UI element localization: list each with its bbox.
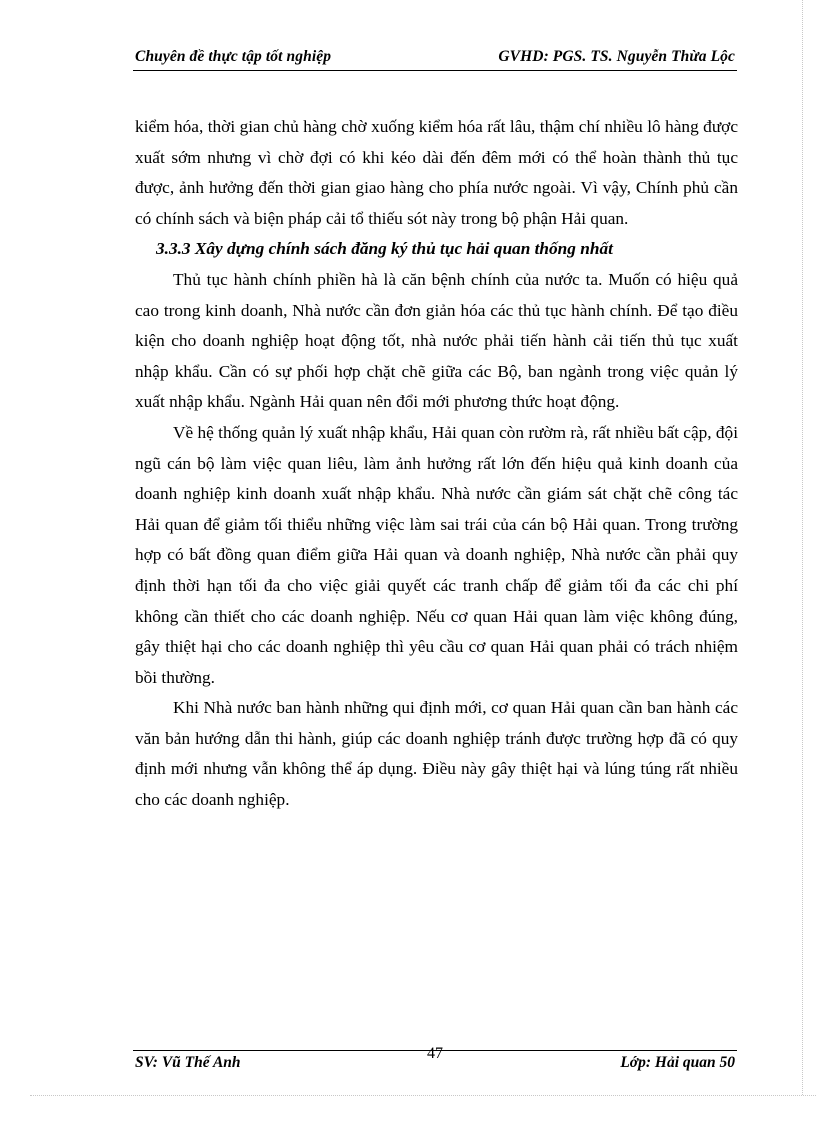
paragraph-2: Thủ tục hành chính phiền hà là căn bệnh chính của nước ta. Muốn có hiệu quả cao trong kinh doanh, Nhà nước cần đơn giản hóa các thủ tục hành chính. Để tạo điều kiện cho doanh nghiệp hoạt động tốt, nhà nước phải tiến hành cải tiến thủ tục xuất nhập khẩu. Cần có sự phối hợp chặt chẽ giữa các Bộ, ban ngành trong việc quản lý xuất nhập khẩu. Ngành Hải quan nên đổi mới phương thức hoạt động.: [135, 269, 738, 412]
page-number: 47: [427, 1045, 443, 1062]
page-edge-bottom-divider: [30, 1095, 816, 1096]
page-header: [133, 44, 737, 71]
footer-class: Lớp: Hải quan 50: [620, 1054, 735, 1071]
page-footer: [133, 1045, 737, 1079]
paragraph-3: Về hệ thống quản lý xuất nhập khẩu, Hải quan còn rườm rà, rất nhiều bất cập, đội ngũ cán bộ làm việc quan liêu, làm ảnh hưởng rất lớn đến hiệu quả kinh doanh của doanh nghiệp kinh doanh xuất nhập khẩu. Nhà nước cần giám sát chặt chẽ công tác Hải quan để giảm tối thiểu những việc làm sai trái của cán bộ Hải quan. Trong trường hợp có bất đồng quan điểm giữa Hải quan và doanh nghiệp, Nhà nước cần phải quy định thời hạn tối đa cho việc giải quyết các tranh chấp để giảm tối đa các chi phí không cần thiết cho các doanh nghiệp. Nếu cơ quan Hải quan làm việc không đúng, gây thiệt hại cho các doanh nghiệp thì yêu cầu cơ quan Hải quan phải có trách nhiệm bồi thường.: [135, 422, 738, 687]
header-document-title: Chuyên đề thực tập tốt nghiệp: [135, 48, 332, 65]
footer-student-name: SV: Vũ Thế Anh: [135, 1054, 241, 1071]
page-edge-right-divider: [802, 0, 803, 1095]
header-supervisor: GVHD: PGS. TS. Nguyễn Thừa Lộc: [498, 48, 735, 65]
paragraph-4: Khi Nhà nước ban hành những qui định mới, cơ quan Hải quan cần ban hành các văn bản hướng dẫn thi hành, giúp các doanh nghiệp tránh được trường hợp đã có quy định mới nhưng vẫn không thể áp dụng. Điều này gây thiệt hại và lúng túng rất nhiều cho các doanh nghiệp.: [135, 698, 738, 810]
section-heading: 3.3.3 Xây dựng chính sách đăng ký thủ tục hải quan thống nhất: [156, 239, 613, 259]
paragraph-1: kiểm hóa, thời gian chủ hàng chờ xuống kiểm hóa rất lâu, thậm chí nhiều lô hàng được xuất sớm nhưng vì chờ đợi có khi kéo dài đến đêm mới có thể hoàn thành thủ tục được, ảnh hưởng đến thời gian giao hàng cho phía nước ngoài. Vì vậy, Chính phủ cần có chính sách và biện pháp cải tổ thiếu sót này trong bộ phận Hải quan.: [135, 117, 738, 228]
document-body: [135, 112, 738, 816]
